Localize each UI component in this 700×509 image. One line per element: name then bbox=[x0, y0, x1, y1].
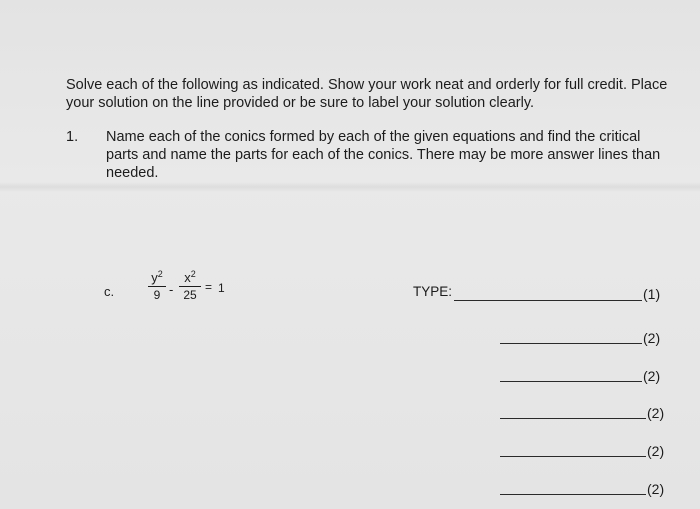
fraction-bar bbox=[179, 286, 201, 287]
answer-points: (2) bbox=[647, 481, 665, 497]
fraction-numerator: $x^2$ bbox=[184, 269, 196, 285]
fraction-x-squared-over-25 bbox=[179, 270, 201, 302]
answer-line[interactable] bbox=[500, 494, 646, 495]
equals-sign: = bbox=[205, 280, 213, 294]
answer-points: (2) bbox=[643, 330, 661, 346]
conic-equation bbox=[146, 268, 246, 312]
question-text: Name each of the conics formed by each of the given equations and find the critical parts and name the parts for each of the conics. There may be more answer lines than needed. bbox=[106, 129, 661, 181]
fraction-bar bbox=[148, 286, 166, 287]
fraction-denominator: 25 bbox=[183, 288, 197, 302]
answer-points: (2) bbox=[647, 405, 665, 421]
answer-line[interactable] bbox=[500, 343, 642, 344]
fraction-denominator: 9 bbox=[153, 288, 161, 302]
answer-line-type[interactable] bbox=[454, 300, 642, 301]
instructions-text: Solve each of the following as indicated. Show your work neat and orderly for full credit. Place your solution on the line provided or be sure to label your solution clearly. bbox=[66, 77, 668, 111]
fraction-numerator: $y^2$ bbox=[151, 269, 163, 285]
minus-sign: - bbox=[169, 282, 174, 297]
part-label: c. bbox=[104, 284, 115, 299]
answer-line[interactable] bbox=[500, 418, 646, 419]
fraction-y-squared-over-9 bbox=[148, 270, 166, 302]
paper-fold bbox=[0, 182, 700, 192]
answer-line[interactable] bbox=[500, 381, 642, 382]
answer-line[interactable] bbox=[500, 456, 646, 457]
answer-points: (2) bbox=[647, 443, 665, 459]
answer-points: (2) bbox=[643, 368, 661, 384]
question-number: 1. bbox=[66, 129, 79, 145]
equation-rhs: 1 bbox=[218, 281, 225, 295]
type-label: TYPE: bbox=[413, 284, 453, 299]
answer-points: (1) bbox=[643, 286, 661, 302]
